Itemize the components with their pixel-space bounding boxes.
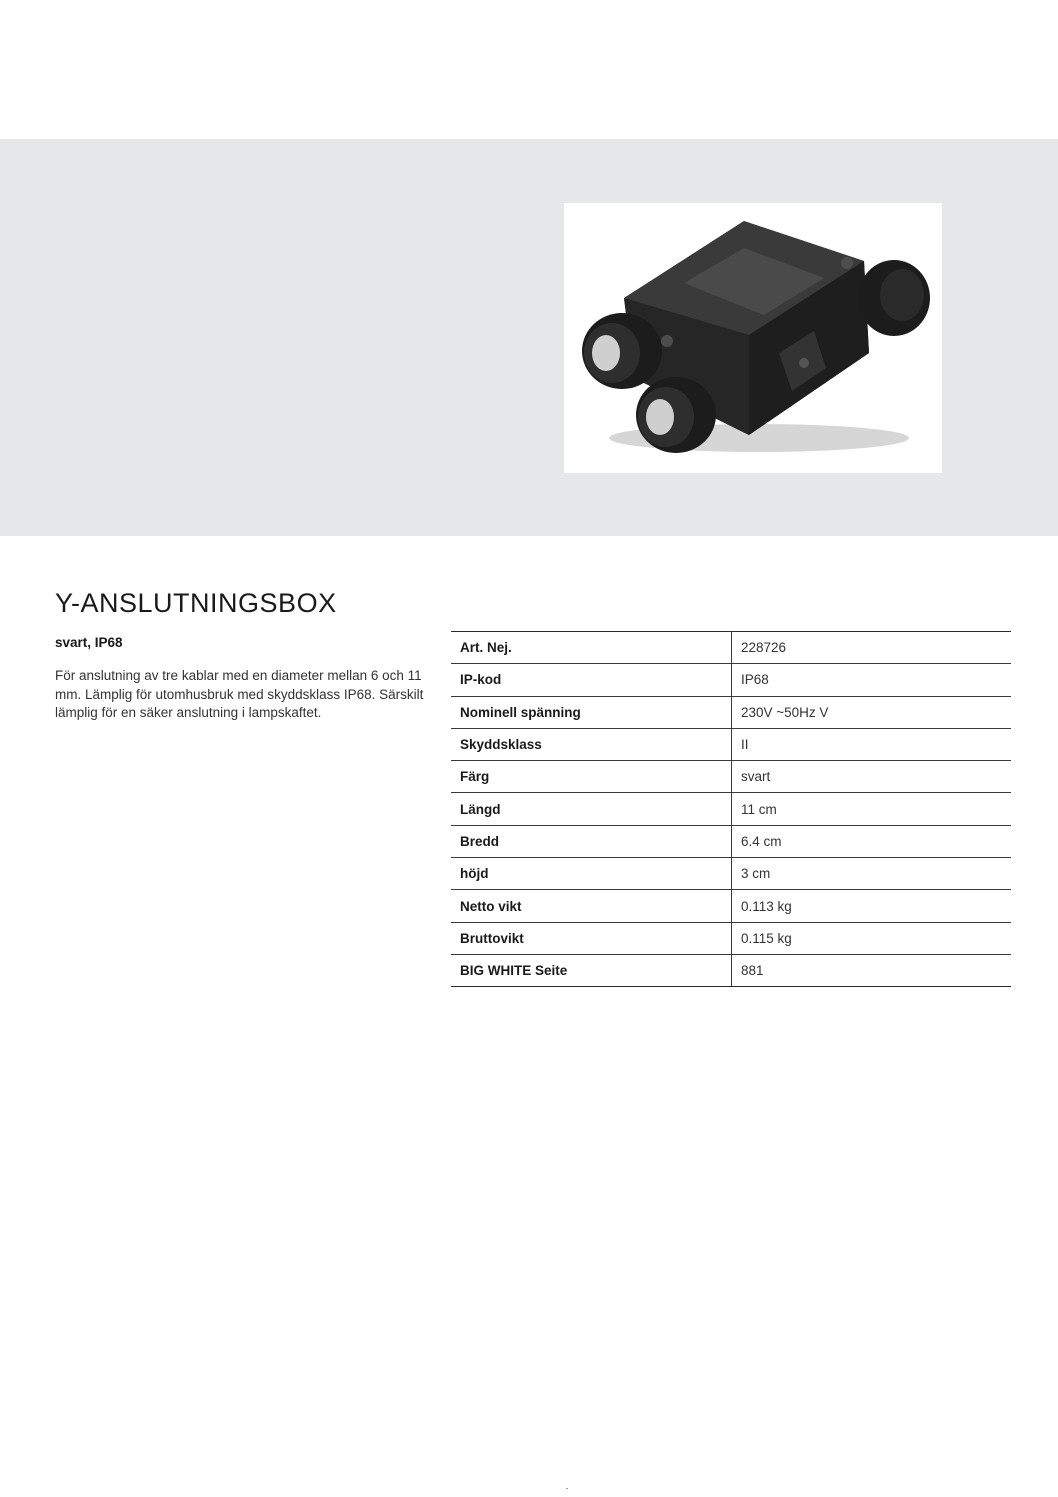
spec-label: IP-kod (451, 664, 732, 696)
product-hero-band (0, 139, 1058, 536)
spec-row (451, 890, 1011, 922)
product-description: För anslutning av tre kablar med en diameter mellan 6 och 11 mm. Lämplig för utomhusbruk med skyddsklass IP68. Särskilt lämplig för en säker anslutning i lampskaftet. (55, 668, 424, 720)
page-mark (566, 1488, 568, 1489)
spec-row (451, 761, 1011, 793)
spec-value: 0.115 kg (732, 922, 1012, 954)
spec-row (451, 696, 1011, 728)
spec-value: II (732, 728, 1012, 760)
spec-row (451, 728, 1011, 760)
spec-value: svart (732, 761, 1012, 793)
junction-box-image (564, 203, 942, 473)
spec-label: Bredd (451, 825, 732, 857)
spec-row (451, 954, 1011, 986)
spec-row (451, 632, 1011, 664)
spec-value: 6.4 cm (732, 825, 1012, 857)
spec-value: 230V ~50Hz V (732, 696, 1012, 728)
product-photo (564, 203, 942, 473)
spec-label: Längd (451, 793, 732, 825)
spec-value: 0.113 kg (732, 890, 1012, 922)
spec-label: Art. Nej. (451, 632, 732, 664)
spec-row (451, 825, 1011, 857)
spec-label: BIG WHITE Seite (451, 954, 732, 986)
spec-row (451, 664, 1011, 696)
spec-row (451, 922, 1011, 954)
spec-label: Färg (451, 761, 732, 793)
product-title: Y-ANSLUTNINGSBOX (55, 588, 337, 618)
spec-row (451, 793, 1011, 825)
spec-label: Bruttovikt (451, 922, 732, 954)
spec-value: 11 cm (732, 793, 1012, 825)
spec-table (451, 631, 1011, 987)
spec-label: Netto vikt (451, 890, 732, 922)
spec-value: 881 (732, 954, 1012, 986)
spec-label: Nominell spänning (451, 696, 732, 728)
spec-label: höjd (451, 858, 732, 890)
spec-value: 228726 (732, 632, 1012, 664)
product-subtitle: svart, IP68 (55, 635, 123, 650)
spec-value: 3 cm (732, 858, 1012, 890)
spec-row (451, 858, 1011, 890)
spec-label: Skyddsklass (451, 728, 732, 760)
spec-value: IP68 (732, 664, 1012, 696)
